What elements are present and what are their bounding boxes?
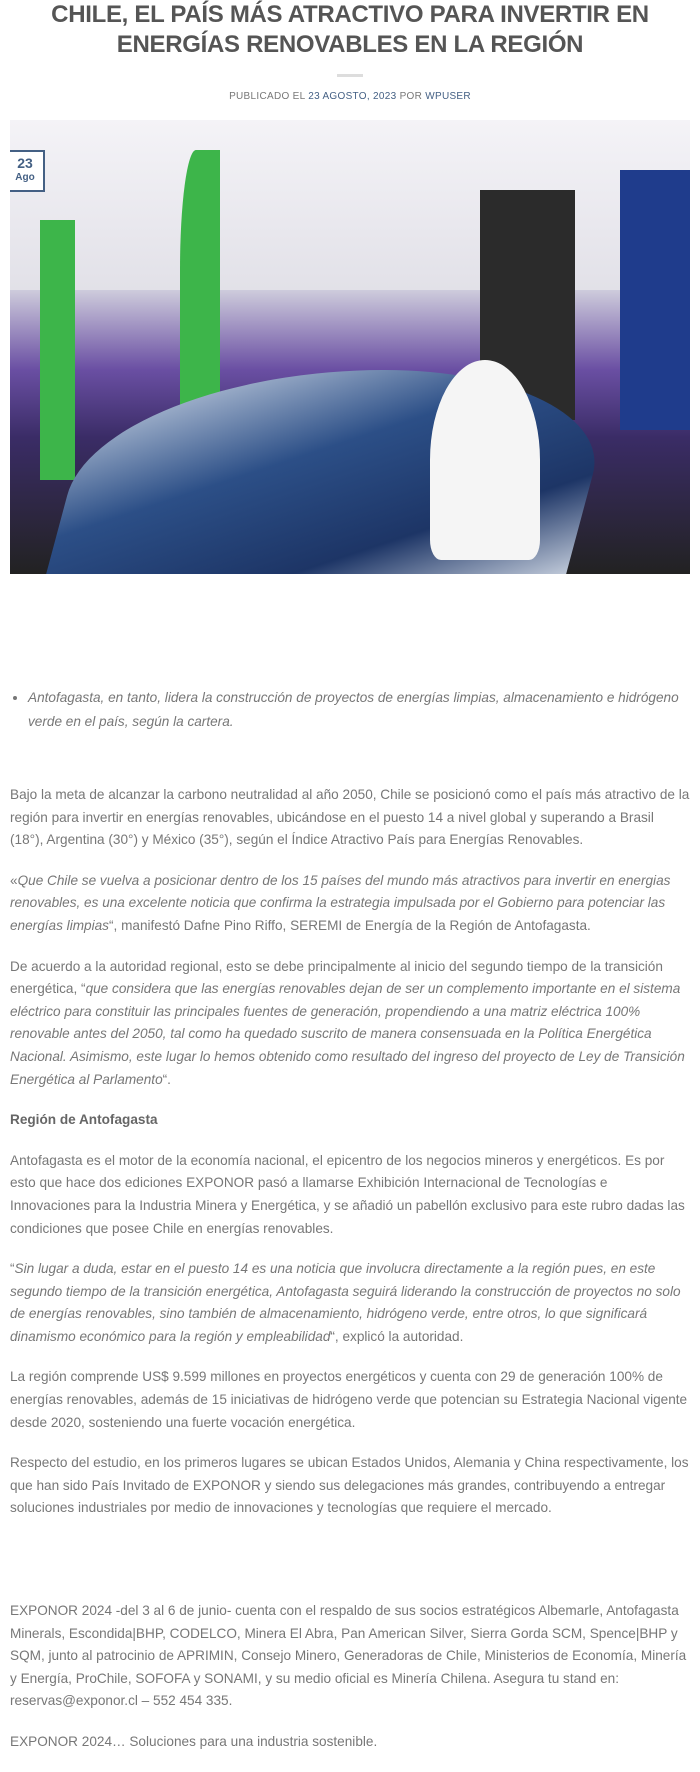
badge-day: 23 [17,155,33,171]
blue-banner [620,170,690,430]
title-divider [337,74,363,77]
quote-attribution: “, manifestó Dafne Pino Riffo, SEREMI de Energía de la Región de Antofagasta. [108,917,591,933]
tent-ceiling [10,120,690,290]
green-panel [40,220,75,480]
paragraph: EXPONOR 2024… Soluciones para una industria sostenible. [10,1734,378,1749]
text: De acuerdo a la autoridad regional, esto se debe principalmente al inicio del segundo tiempo de la transición energética, “ [10,958,663,997]
post-date-link[interactable]: 23 AGOSTO, 2023 [308,91,397,102]
paragraph [10,870,690,938]
quote-mark: « [10,872,18,888]
page-title: CHILE, EL PAÍS MÁS ATRACTIVO PARA INVERTIR EN ENERGÍAS RENOVABLES EN LA REGIÓN [51,1,649,58]
date-badge [10,150,45,192]
quote-mark: “ [10,1261,15,1277]
paragraph: La región comprende US$ 9.599 millones en proyectos energéticos y cuenta con 29 de generación 100% de energías renovables, además de 15 iniciativas de hidrógeno verde que potencian su Estrategia Nacional vigente desde 2020, sosteniendo una fuerte vocación energética. [10,1369,688,1430]
author-link[interactable]: WPUSER [425,91,471,102]
paragraph [10,956,690,1092]
text: “. [162,1071,171,1087]
paragraph: EXPONOR 2024 -del 3 al 6 de junio- cuenta con el respaldo de sus socios estratégicos Albemarle, Antofagasta Minerals, Escondida|BHP, CODELCO, Minera El Abra, Pan American Silver, Sierra Gorda SCM, Spence|BHP y SQM, junto al patrocinio de APRIMIN, Consejo Minero, Generadoras de Chile, Ministerios de Economía, Minería y Energía, ProChile, SOFOFA y SONAMI, y su medio oficial es Minería Chilena. Asegura tu stand en: reservas@exponor.cl – 552 454 335. [10,1603,687,1709]
heading-text: Región de Antofagasta [10,1112,158,1128]
badge-month: Ago [15,172,35,183]
summary-list [10,686,690,734]
post-meta [10,91,690,102]
quote: Sin lugar a duda, estar en el puesto 14 es una noticia que involucra directamente a la región pues, en este segundo tiempo de la transición energética, Antofagasta seguirá liderando la construcción de proyectos no solo de energías renovables, sino también de almacenamiento, hidrógeno verde, entre otros, lo que significará dinamismo económico para la región y empleabilidad [10,1261,681,1344]
quote: que considera que las energías renovables dejan de ser un complemento importante en el sistema eléctrico para constituir las principales fuentes de generación, propendiendo a una matriz eléctrica 100% renovable antes del 2050, tal como ha quedado suscrito de manera consensuada en la Política Energética Nacional. Asimismo, este lugar lo hemos obtenido como resultado del ingreso del proyecto de Ley de Transición Energética al Parlamento [10,981,685,1087]
section-heading [10,1109,690,1132]
quote: Que Chile se vuelva a posicionar dentro de los 15 países del mundo más atractivos para invertir en energias renovables, es una excelente noticia que confirma la estrategia impulsada por el Gobierno para potenciar las energías limpias [10,872,671,933]
paragraph: Bajo la meta de alcanzar la carbono neutralidad al año 2050, Chile se posicionó como el país más atractivo de la región para invertir en energías renovables, ubicándose en el puesto 14 a nivel global y superando a Brasil (18°), Argentina (30°) y México (35°), según el Índice Atractivo País para Energías Renovables. [10,787,690,848]
quote-attribution: “, explicó la autoridad. [330,1328,464,1344]
meta-by: POR [399,91,423,102]
list-item: • Antofagasta, en tanto, lidera la construcción de proyectos de energías limpias, almacenamiento e hidrógeno verde en el país, según la cartera. [28,686,690,734]
featured-image [10,120,690,574]
article [10,0,690,1754]
paragraph: Antofagasta es el motor de la economía nacional, el epicentro de los negocios mineros y energéticos. Es por esto que hace dos ediciones EXPONOR pasó a llamarse Exhibición Internacional de Tecnologías e Innovaciones para la Industria Minera y Energética, y se añadió un pabellón exclusivo para este rubro dadas las condiciones que posee Chile en energías renovables. [10,1152,685,1236]
paragraph [10,1258,690,1348]
solar-car-nose [430,360,540,560]
meta-prefix: PUBLICADO EL [229,91,306,102]
paragraph: Respecto del estudio, en los primeros lugares se ubican Estados Unidos, Alemania y China respectivamente, los que han sido País Invitado de EXPONOR y siendo sus delegaciones más grandes, contribuyendo a entregar soluciones industriales por medio de innovaciones y tecnologías que requiere el mercado. [10,1455,689,1516]
